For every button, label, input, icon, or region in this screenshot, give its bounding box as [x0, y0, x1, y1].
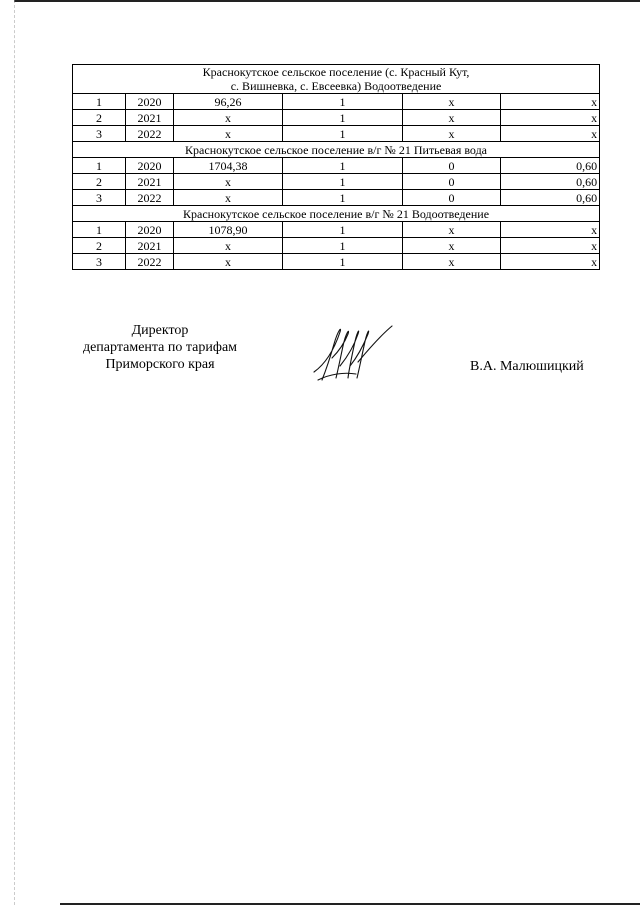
page-left-edge — [14, 0, 15, 905]
signatory-title — [60, 322, 260, 373]
row-number: 2 — [73, 174, 126, 190]
table-row — [73, 190, 600, 206]
value-cell: 0 — [403, 158, 501, 174]
value-cell: x — [501, 222, 600, 238]
row-number: 1 — [73, 222, 126, 238]
table-row — [73, 126, 600, 142]
value-cell: 1 — [283, 94, 403, 110]
signatory-title-line: Директор — [131, 323, 189, 338]
value-cell: 1 — [283, 190, 403, 206]
year-cell: 2021 — [126, 174, 174, 190]
value-cell: x — [501, 126, 600, 142]
value-cell: x — [501, 94, 600, 110]
year-cell: 2022 — [126, 190, 174, 206]
value-cell: x — [403, 94, 501, 110]
section-title: Краснокутское сельское поселение в/г № 21 Питьевая вода — [73, 142, 600, 158]
table-row — [73, 174, 600, 190]
value-cell: x — [403, 222, 501, 238]
row-number: 1 — [73, 94, 126, 110]
value-cell: 1 — [283, 126, 403, 142]
section-header-row — [73, 65, 600, 94]
handwritten-signature — [310, 322, 400, 384]
year-cell: 2022 — [126, 126, 174, 142]
section-title — [73, 65, 600, 94]
table-row — [73, 222, 600, 238]
table-row — [73, 158, 600, 174]
year-cell: 2020 — [126, 94, 174, 110]
row-number: 3 — [73, 254, 126, 270]
value-cell: 1 — [283, 238, 403, 254]
value-cell: x — [174, 110, 283, 126]
value-cell: 0 — [403, 174, 501, 190]
signatory-name: В.А. Малюшицкий — [470, 359, 584, 374]
value-cell: 96,26 — [174, 94, 283, 110]
signatory-title-line: Приморского края — [105, 357, 215, 372]
value-cell: 0 — [403, 190, 501, 206]
value-cell: x — [403, 254, 501, 270]
value-cell: x — [174, 254, 283, 270]
value-cell: x — [174, 126, 283, 142]
value-cell: x — [403, 238, 501, 254]
table-row — [73, 238, 600, 254]
row-number: 3 — [73, 126, 126, 142]
section-title-line: Краснокутское сельское поселение (с. Красный Кут, — [202, 65, 470, 79]
value-cell: 1704,38 — [174, 158, 283, 174]
row-number: 3 — [73, 190, 126, 206]
section-title-line: с. Вишневка, с. Евсеевка) Водоотведение — [230, 79, 442, 93]
section-title: Краснокутское сельское поселение в/г № 21 Водоотведение — [73, 206, 600, 222]
value-cell: 0,60 — [501, 174, 600, 190]
value-cell: x — [501, 254, 600, 270]
value-cell: x — [403, 126, 501, 142]
row-number: 2 — [73, 110, 126, 126]
row-number: 2 — [73, 238, 126, 254]
section-header-row — [73, 206, 600, 222]
table-row — [73, 254, 600, 270]
value-cell: 1078,90 — [174, 222, 283, 238]
year-cell: 2022 — [126, 254, 174, 270]
value-cell: x — [501, 110, 600, 126]
tariff-table — [72, 64, 600, 270]
value-cell: 1 — [283, 110, 403, 126]
table-row — [73, 110, 600, 126]
value-cell: x — [501, 238, 600, 254]
year-cell: 2021 — [126, 238, 174, 254]
value-cell: x — [174, 238, 283, 254]
row-number: 1 — [73, 158, 126, 174]
page-top-edge — [14, 0, 640, 2]
value-cell: x — [174, 190, 283, 206]
table-row — [73, 94, 600, 110]
year-cell: 2020 — [126, 222, 174, 238]
value-cell: 1 — [283, 158, 403, 174]
year-cell: 2020 — [126, 158, 174, 174]
value-cell: 1 — [283, 222, 403, 238]
signatory-title-line: департамента по тарифам — [82, 340, 238, 355]
value-cell: 0,60 — [501, 190, 600, 206]
value-cell: 1 — [283, 174, 403, 190]
value-cell: 0,60 — [501, 158, 600, 174]
year-cell: 2021 — [126, 110, 174, 126]
value-cell: x — [403, 110, 501, 126]
section-header-row — [73, 142, 600, 158]
value-cell: 1 — [283, 254, 403, 270]
value-cell: x — [174, 174, 283, 190]
